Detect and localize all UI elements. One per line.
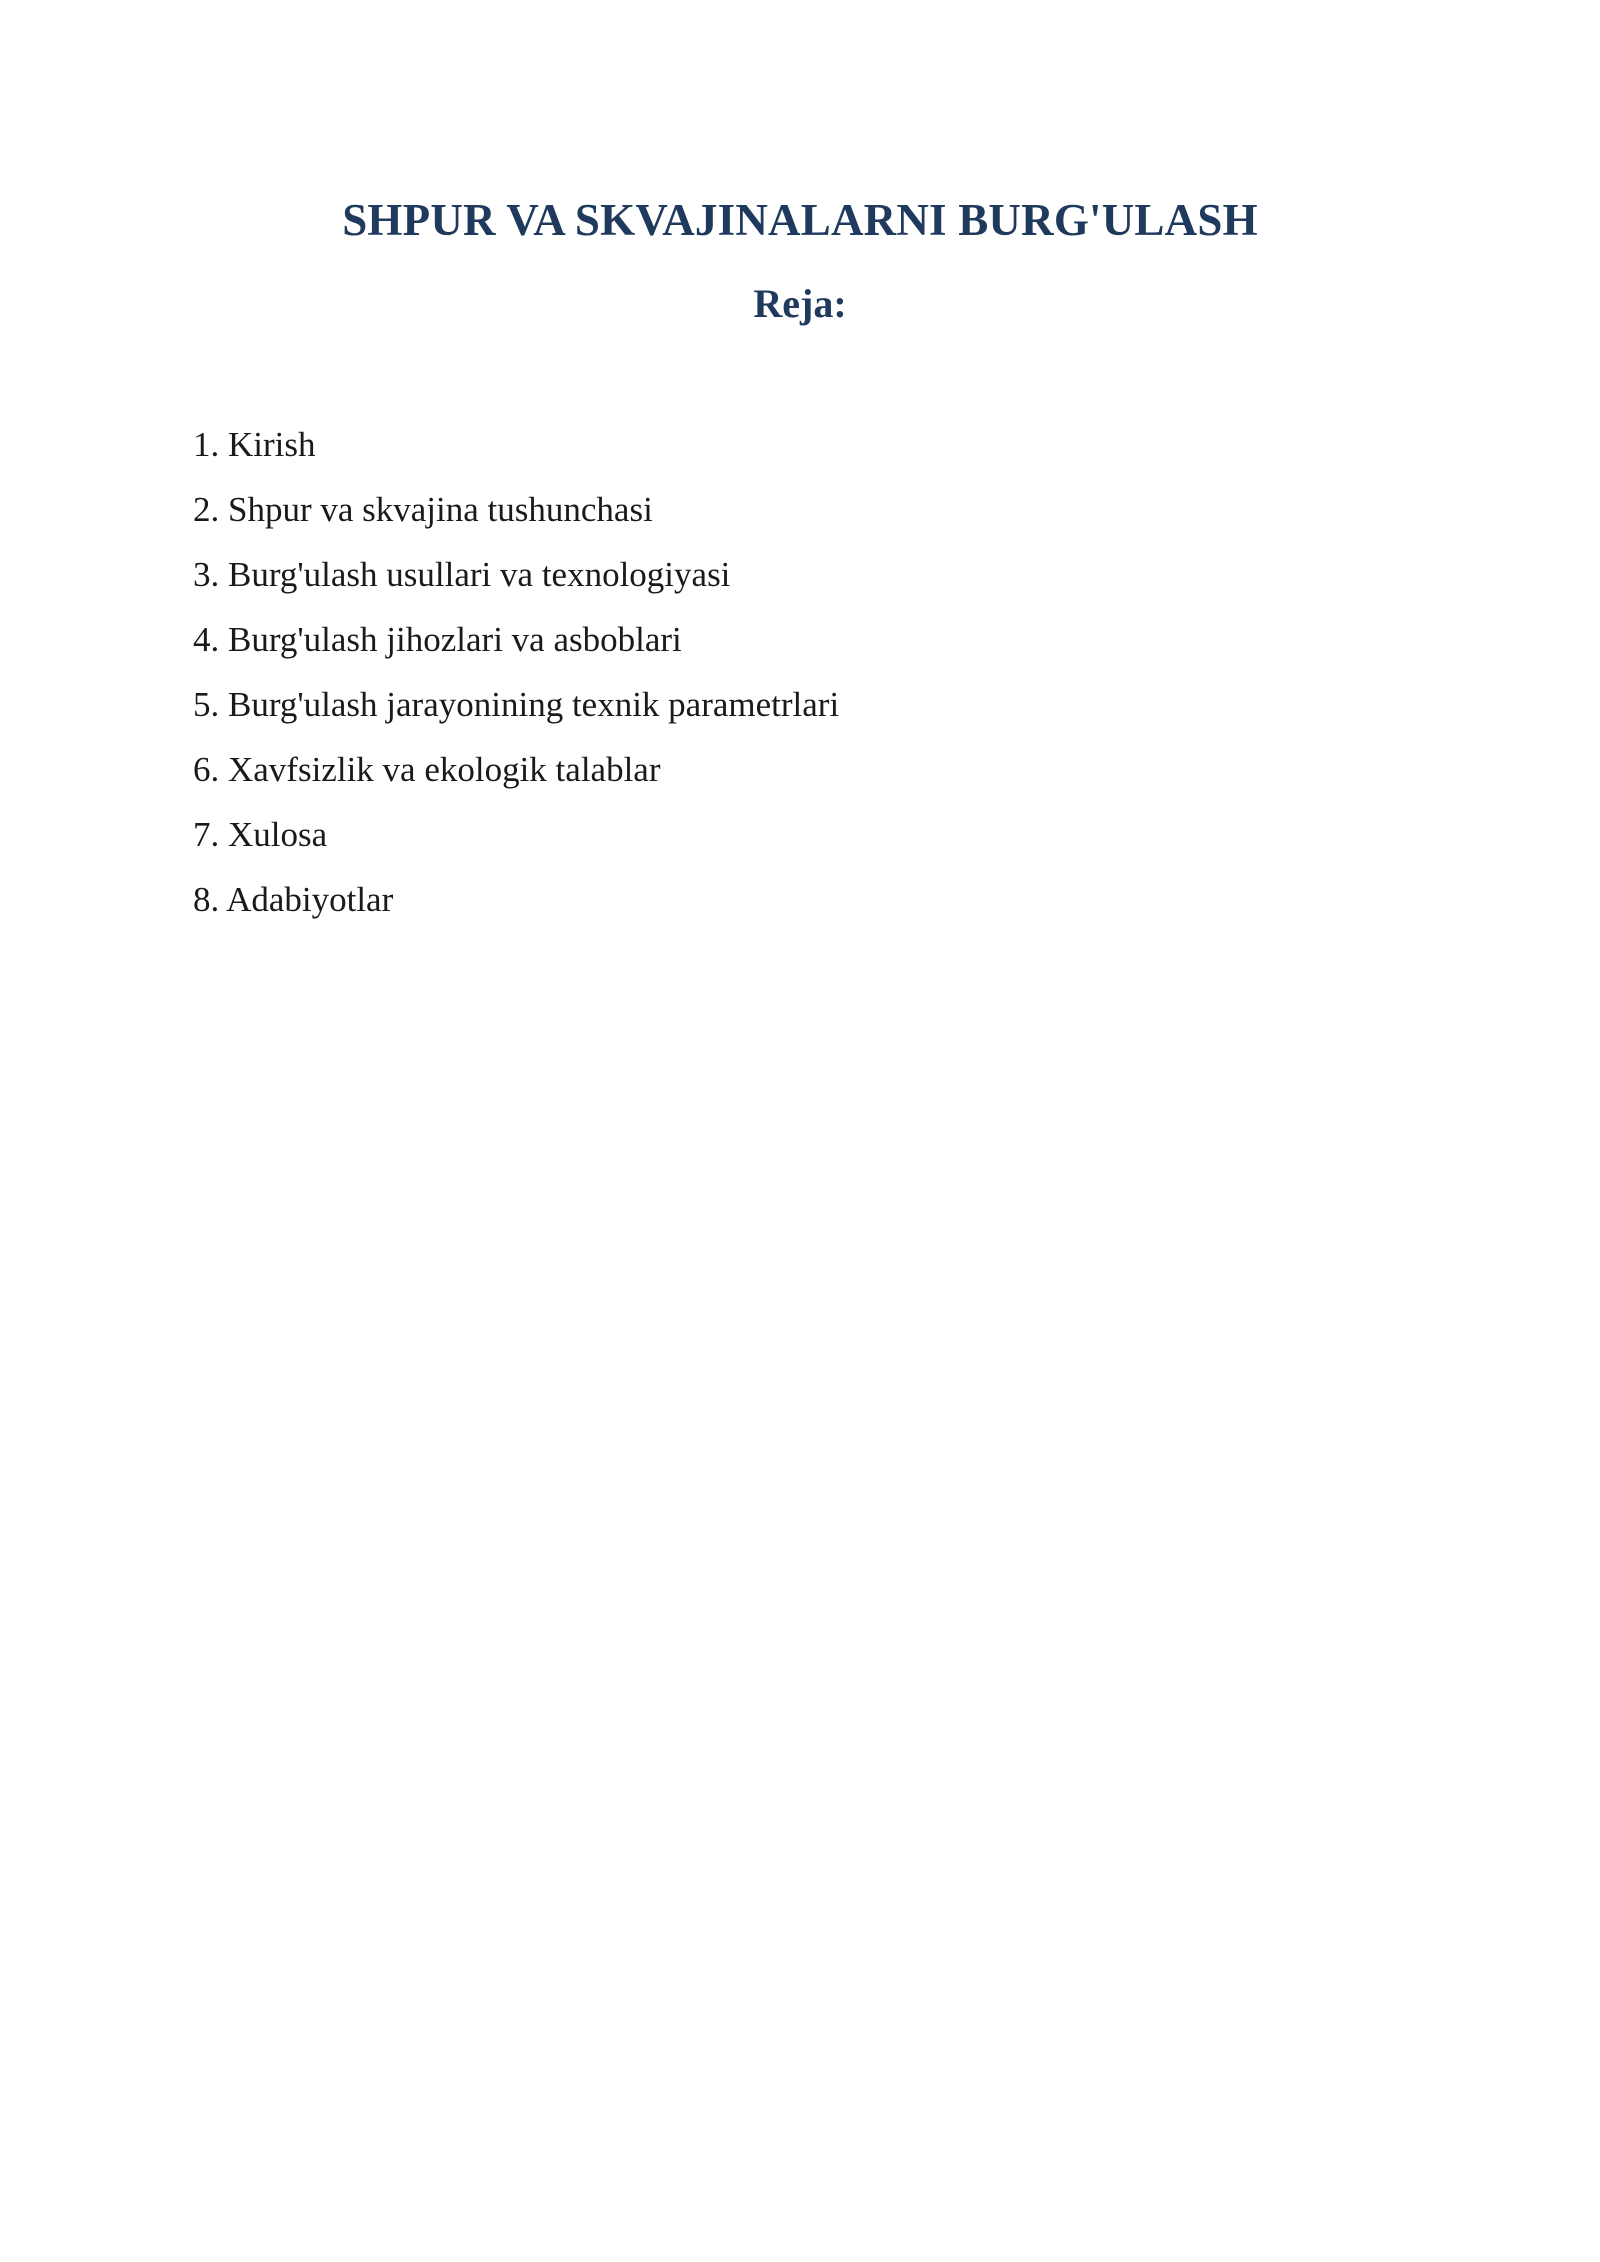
plan-item-adabiyotlar: 8. Adabiyotlar: [193, 880, 394, 919]
plan-list: [193, 412, 839, 932]
plan-item-jihozlari: 4. Burg'ulash jihozlari va asboblari: [193, 620, 682, 659]
plan-heading: Reja:: [753, 281, 847, 326]
plan-item-xavfsizlik: 6. Xavfsizlik va ekologik talablar: [193, 750, 661, 789]
plan-item-shpur-skvajina: 2. Shpur va skvajina tushunchasi: [193, 490, 653, 529]
plan-item-usullari: 3. Burg'ulash usullari va texnologiyasi: [193, 555, 731, 594]
plan-item-parametrlari: 5. Burg'ulash jarayonining texnik parametrlari: [193, 685, 840, 724]
plan-item-kirish: 1. Kirish: [193, 425, 316, 464]
plan-item-xulosa: 7. Xulosa: [193, 815, 328, 854]
document-title: SHPUR VA SKVAJINALARNI BURG'ULASH: [342, 195, 1258, 245]
